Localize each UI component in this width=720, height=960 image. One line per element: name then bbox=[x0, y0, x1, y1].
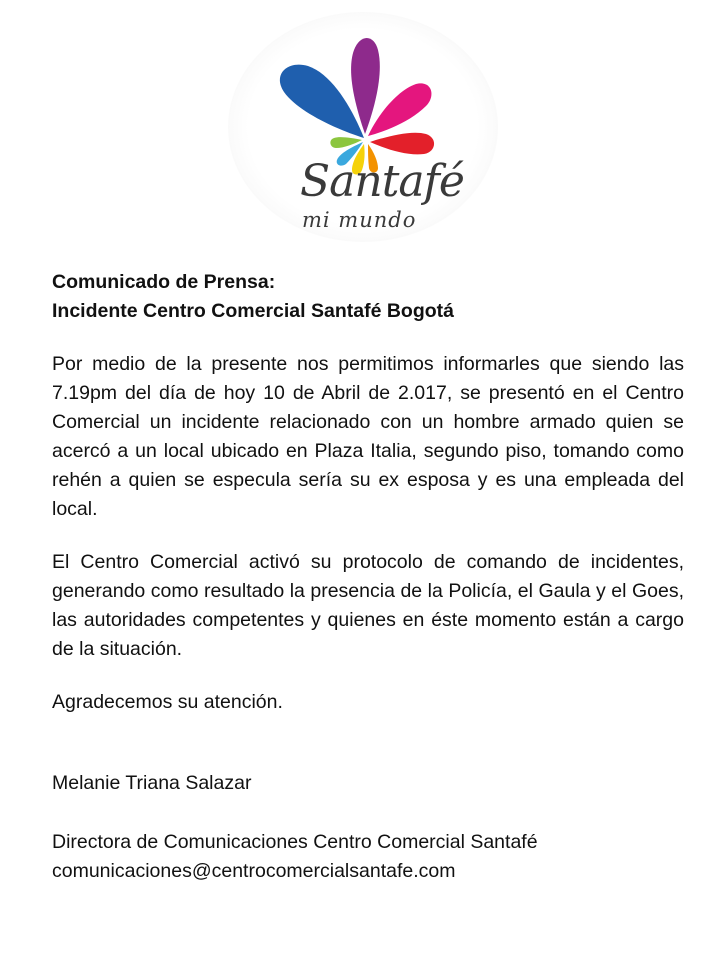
spacer bbox=[52, 798, 684, 828]
spacer bbox=[52, 717, 684, 769]
closing-line: Agradecemos su atención. bbox=[52, 691, 283, 713]
spacer bbox=[52, 524, 684, 548]
paragraph-1: Por medio de la presente nos permitimos informarles que siendo las 7.19pm del día de hoy 10 de Abril de 2.017, se presentó en el Centro Comercial un incidente relacionado con un hombre armado quien se acercó a un local ubicado en Plaza Italia, segundo piso, tomando como rehén a quien se especula sería su ex esposa y es una empleada del local. bbox=[52, 353, 684, 520]
contact-email: comunicaciones@centrocomercialsantafe.com bbox=[52, 860, 456, 882]
logo-wordmark: Santafé bbox=[300, 156, 464, 207]
signer-name: Melanie Triana Salazar bbox=[52, 772, 252, 794]
petal-red bbox=[370, 133, 434, 155]
spacer bbox=[52, 664, 684, 688]
paragraph-2: El Centro Comercial activó su protocolo de comando de incidentes, generando como resultado la presencia de la Policía, el Gaula y el Goes, las autoridades competentes y quienes en éste momento están a cargo de la situación. bbox=[52, 551, 684, 660]
santafe-logo bbox=[228, 12, 498, 242]
spacer bbox=[52, 326, 684, 350]
heading-line-1: Comunicado de Prensa: bbox=[52, 271, 276, 293]
signer-role: Directora de Comunicaciones Centro Comercial Santafé bbox=[52, 831, 538, 853]
petal-magenta bbox=[368, 83, 431, 136]
logo-tagline: mi mundo bbox=[302, 208, 417, 232]
heading-line-2: Incidente Centro Comercial Santafé Bogotá bbox=[52, 300, 454, 322]
press-release-body bbox=[52, 268, 684, 886]
